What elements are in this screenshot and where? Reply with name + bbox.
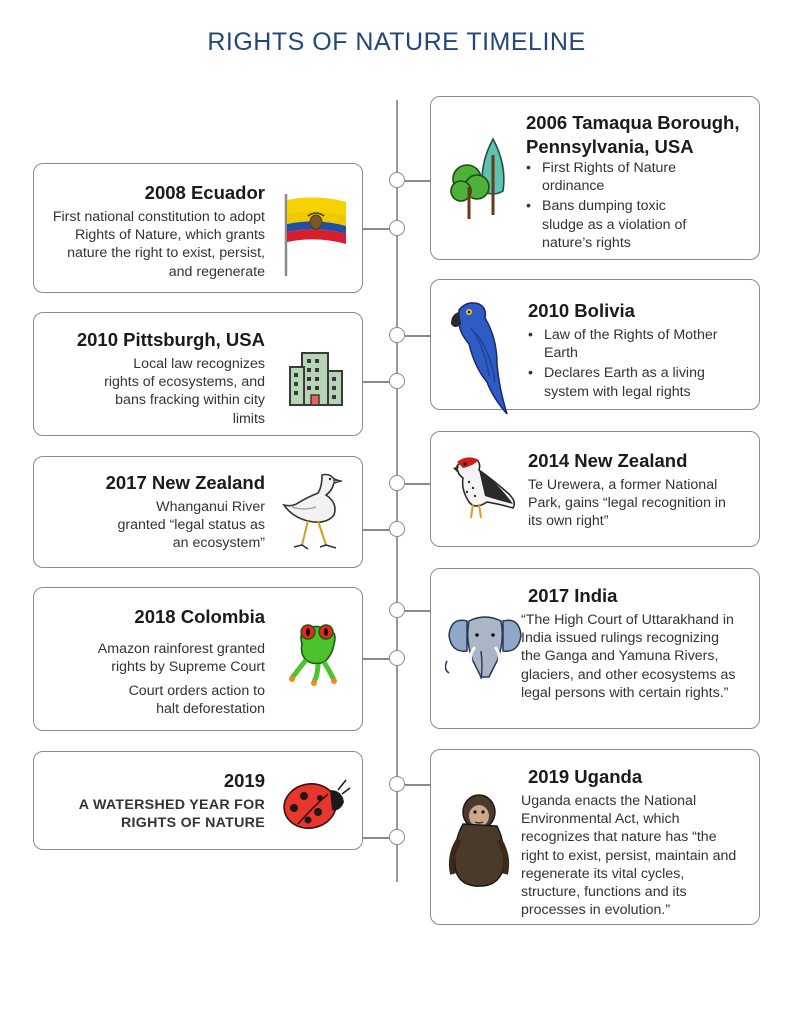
timeline-node <box>389 172 405 188</box>
bullet-item: • Bans dumping toxic sludge as a violation of nature’s rights <box>526 197 691 252</box>
timeline-axis <box>396 100 398 882</box>
event-card-2019-uganda <box>430 749 760 925</box>
event-heading: 2010 Bolivia <box>528 300 635 321</box>
event-card-2010-bolivia <box>430 279 760 410</box>
connector <box>362 381 390 383</box>
timeline-node <box>389 475 405 491</box>
bullet-item: • Declares Earth as a living system with legal rights <box>528 364 733 400</box>
white-bird-icon <box>278 469 350 553</box>
timeline-node <box>389 220 405 236</box>
bullet-item: • First Rights of Nature ordinance <box>526 159 691 195</box>
bullet-item: • Law of the Rights of Mother Earth <box>528 326 733 362</box>
event-description: Amazon rainforest granted rights by Supreme Court <box>97 641 265 676</box>
event-description: Te Urewera, a former National Park, gains “legal recognition in its own right” <box>528 477 726 530</box>
event-card-2010-pittsburgh <box>33 312 363 436</box>
event-heading: 2019 Uganda <box>528 766 643 787</box>
connector <box>362 228 390 230</box>
event-description-2: Court orders action to halt deforestation <box>128 683 265 718</box>
connector <box>362 837 390 839</box>
event-description: Uganda enacts the National Environmental Act, which recognizes that nature has “the right to exist, persist, maintain and regenerate its vital cycles, structure, functions and its processes in evolution.” <box>521 793 737 919</box>
event-card-2014-new-zealand <box>430 431 760 547</box>
city-building-icon <box>288 349 344 407</box>
tree-frog-icon <box>284 616 350 688</box>
timeline-node <box>389 521 405 537</box>
timeline-node <box>389 776 405 792</box>
event-heading: 2017 New Zealand <box>105 472 265 493</box>
event-description: Local law recognizes rights of ecosystems, and bans fracking within city limits <box>104 356 265 427</box>
event-heading: 2014 New Zealand <box>528 450 688 471</box>
event-card-2006-tamaqua <box>430 96 760 260</box>
falcon-icon <box>443 452 519 530</box>
event-bullets <box>526 159 691 254</box>
chimpanzee-icon <box>445 790 517 890</box>
connector <box>405 483 431 485</box>
event-card-2019 <box>33 751 363 850</box>
event-card-2018-colombia <box>33 587 363 731</box>
timeline-node <box>389 327 405 343</box>
trees-icon <box>447 135 513 221</box>
ladybug-icon <box>280 772 352 836</box>
timeline-node <box>389 602 405 618</box>
blue-macaw-icon <box>445 298 511 418</box>
event-heading: 2006 Tamaqua Borough, Pennsylvania, USA <box>526 112 740 158</box>
connector <box>405 335 431 337</box>
page-title: RIGHTS OF NATURE TIMELINE <box>207 28 586 56</box>
timeline-node <box>389 829 405 845</box>
event-heading: 2008 Ecuador <box>144 182 265 203</box>
event-description: “The High Court of Uttarakhand in India issued rulings recognizing the Ganga and Yamuna Rivers, glaciers, and other ecosystems as legal persons with certain rights.” <box>521 612 736 701</box>
event-heading: 2017 India <box>528 585 618 606</box>
elephant-icon <box>445 611 525 683</box>
event-heading: 2010 Pittsburgh, USA <box>76 329 265 350</box>
event-bullets <box>528 326 733 403</box>
connector <box>405 180 431 182</box>
event-heading: 2019 <box>223 770 265 791</box>
timeline-node <box>389 373 405 389</box>
connector <box>362 658 390 660</box>
event-description: Whanganui River granted “legal status as an ecosystem” <box>117 499 265 552</box>
event-heading: 2018 Colombia <box>134 606 265 627</box>
connector <box>362 529 390 531</box>
ecuador-flag-icon <box>282 192 350 278</box>
event-description: A WATERSHED YEAR FOR RIGHTS OF NATURE <box>78 797 265 832</box>
connector <box>405 610 431 612</box>
event-card-2017-india <box>430 568 760 729</box>
connector <box>405 784 431 786</box>
timeline-node <box>389 650 405 666</box>
event-card-2008-ecuador <box>33 163 363 293</box>
event-card-2017-new-zealand <box>33 456 363 568</box>
event-description: First national constitution to adopt Rights of Nature, which grants nature the right to exist, persist, and regenerate <box>52 209 265 280</box>
